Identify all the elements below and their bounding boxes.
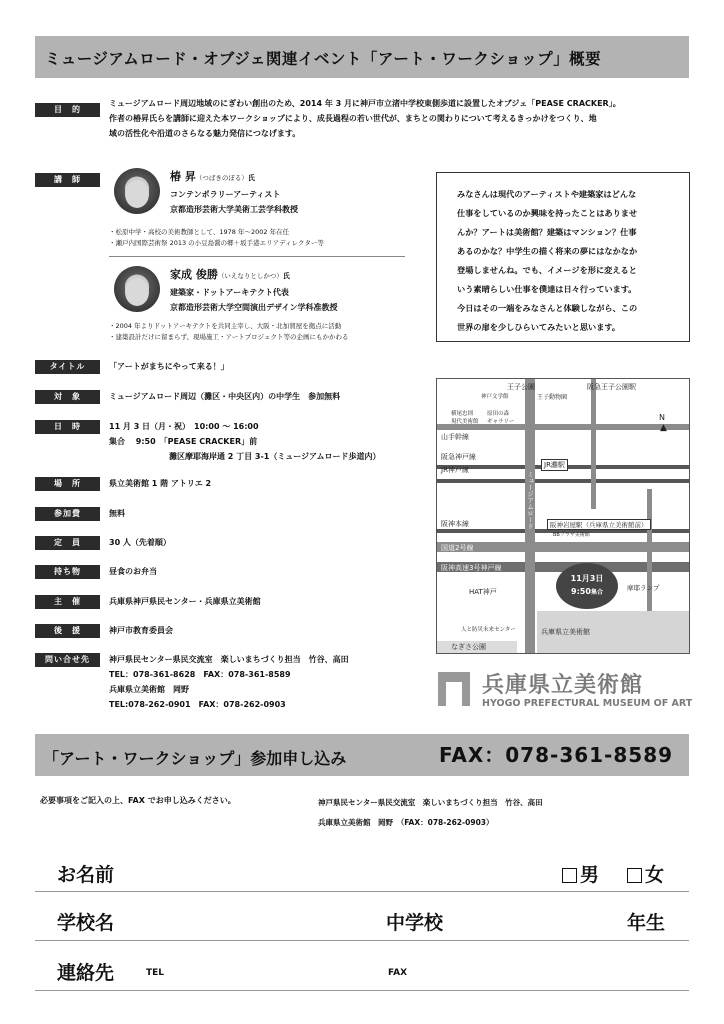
meeting-bubble bbox=[556, 563, 618, 609]
form-contact-label: 連絡先 bbox=[57, 962, 115, 984]
contact-label: 問い合せ先 bbox=[35, 653, 100, 667]
contact-line: TEL：078-361-8628 FAX：078-361-8589 bbox=[109, 670, 291, 679]
target-label: 対 象 bbox=[35, 390, 100, 404]
purpose-label: 目 的 bbox=[35, 103, 100, 117]
message-text: みなさんは現代のアーティストや建築家はどんな 仕事をしているのか興味を持ったことはありませ んか？アートは美術館？建築はマンション？仕事 あるのかな？中学生の描く将来の夢にはなかなか 登場しませんね。でも、イメージを形に変えると いう素晴らしい仕事を僕達は日々行っています。 今日はその一端をみなさんと体験しながら、この 世界の扉を少しひらいてみたいと思います。 bbox=[457, 189, 638, 332]
museum-logo bbox=[436, 668, 693, 712]
map-label: 阪急王子公園駅 bbox=[587, 383, 636, 391]
map-label: ミュージアムロード bbox=[526, 471, 534, 530]
purpose-line: 作者の椿昇氏らを講師に迎えた本ワークショップにより、成長過程の若い世代が、まちとの関わりについて考えるきっかけをつくり、地 bbox=[109, 114, 597, 123]
apply-title: 「アート・ワークショップ」参加申し込み bbox=[43, 749, 347, 768]
datetime-label: 日 時 bbox=[35, 420, 100, 434]
form-junior-high-label: 中学校 bbox=[386, 912, 444, 934]
lecturer1-suffix: 氏 bbox=[247, 174, 255, 182]
page-title: ミュージアムロード・オブジェ関連イベント「アート・ワークショップ」概要 bbox=[45, 50, 602, 68]
route2-road bbox=[437, 542, 690, 552]
support-value: 神戸市教育委員会 bbox=[109, 626, 173, 635]
fee-value: 無料 bbox=[109, 509, 125, 518]
form-name-label: お名前 bbox=[57, 864, 115, 886]
map-label: 原田の森 bbox=[487, 411, 510, 417]
map-label: 人と防災未来センター bbox=[461, 627, 516, 633]
title-value: 「アートがまちにやって来る！」 bbox=[109, 362, 229, 371]
map-label: 王子動物園 bbox=[537, 394, 568, 401]
bubble-suffix: 集合 bbox=[590, 589, 603, 596]
lecturer2-title2: 京都造形芸術大学空間演出デザイン学科准教授 bbox=[170, 303, 338, 312]
map-label: なぎさ公園 bbox=[451, 643, 486, 651]
lecturer1-titles bbox=[170, 187, 298, 217]
lecturer1-note: ・瀬戸内国際芸術祭 2013 の小豆島醤の郷＋坂手港エリアディレクター等 bbox=[109, 239, 324, 247]
male-checkbox[interactable] bbox=[562, 868, 577, 883]
place-label: 場 所 bbox=[35, 477, 100, 491]
access-map bbox=[436, 378, 690, 654]
bubble-time: 9:50 bbox=[571, 587, 591, 596]
datetime-line: 灘区摩耶海岸通 2 丁目 3-1（ミュージアムロード歩道内） bbox=[169, 452, 381, 461]
lecturer1-photo bbox=[114, 168, 160, 214]
lecturer1-title2: 京都造形芸術大学美術工芸学科教授 bbox=[170, 205, 298, 214]
lecturer2-name-row bbox=[170, 266, 290, 282]
apply-band bbox=[35, 734, 689, 776]
map-label: BBプラザ美術館 bbox=[553, 532, 590, 538]
lecturer1-notes bbox=[109, 227, 324, 249]
lecturer2-titles bbox=[170, 285, 337, 315]
message-box bbox=[436, 172, 690, 342]
north-label: N bbox=[659, 413, 665, 422]
contact-value bbox=[109, 652, 349, 712]
place-value: 県立美術館 1 階 アトリエ 2 bbox=[109, 479, 212, 488]
map-label: 王子公園 bbox=[507, 383, 535, 391]
bring-label: 持ち物 bbox=[35, 565, 100, 579]
map-label: 兵庫県立美術館 bbox=[541, 628, 590, 636]
form-line bbox=[35, 891, 689, 892]
host-label: 主 催 bbox=[35, 595, 100, 609]
bubble-date: 11月3日 bbox=[570, 574, 604, 583]
datetime-value bbox=[109, 419, 381, 464]
form-tel-label: TEL bbox=[146, 968, 165, 978]
map-label: JR神戸線 bbox=[441, 466, 469, 474]
target-value: ミュージアムロード周辺（灘区・中央区内）の中学生 参加無料 bbox=[109, 392, 341, 401]
lecturer1-title1: コンテンポラリーアーティスト bbox=[170, 190, 281, 199]
contact-line: TEL:078-262-0901 FAX：078-262-0903 bbox=[109, 700, 286, 709]
lecturer2-reading: （いえなりとしかつ） bbox=[217, 272, 283, 280]
north-arrow-icon: ▲ bbox=[660, 423, 667, 433]
jr-rail bbox=[437, 479, 690, 483]
lecturer1-reading: （つばきのぼる） bbox=[195, 174, 248, 182]
datetime-line: 集合 9:50 「PEASE CRACKER」前 bbox=[109, 437, 258, 446]
apply-note: 必要事項をご記入の上、FAX でお申し込みください。 bbox=[40, 796, 236, 805]
map-label: 摩耶ランプ bbox=[627, 584, 660, 592]
map-label: 山手幹線 bbox=[441, 433, 469, 441]
map-label: ギャラリー bbox=[487, 419, 515, 425]
apply-dest1: 神戸県民センター県民交流室 楽しいまちづくり担当 竹谷、高田 bbox=[318, 798, 543, 807]
purpose-text bbox=[109, 96, 621, 141]
map-label: 阪神本線 bbox=[441, 520, 469, 528]
lecturer2-name: 家成 俊勝 bbox=[170, 268, 218, 281]
purpose-line: 域の活性化や沿道のさらなる魅力発信につなげます。 bbox=[109, 129, 301, 138]
male-label: 男 bbox=[580, 864, 600, 886]
map-label: 横尾忠則 bbox=[451, 411, 474, 417]
gender-male[interactable] bbox=[562, 860, 599, 887]
form-fax-label: FAX bbox=[388, 968, 408, 978]
apply-fax: FAX：078-361-8589 bbox=[439, 743, 674, 767]
gender-female[interactable] bbox=[627, 860, 664, 887]
form-line bbox=[35, 990, 689, 991]
title-label: タイトル bbox=[35, 360, 100, 374]
map-label: HAT神戸 bbox=[469, 588, 497, 596]
map-label: 神戸文学館 bbox=[481, 394, 509, 400]
lecturer2-notes bbox=[109, 321, 348, 343]
form-line bbox=[35, 940, 689, 941]
form-grade-label: 年生 bbox=[627, 912, 666, 934]
lecturer2-note: ・2004 年よりドットアーキテクトを共同主宰し、大阪・北加賀屋を拠点に活動 bbox=[109, 322, 342, 330]
host-value: 兵庫県神戸県民センター・兵庫県立美術館 bbox=[109, 597, 261, 606]
purpose-line: ミュージアムロード周辺地域のにぎわい創出のため、2014 年 3 月に神戸市立渚中学校東側歩道に設置したオブジェ「PEASE CRACKER」。 bbox=[109, 99, 621, 108]
lecturer1-name-row bbox=[170, 168, 255, 184]
lecturer2-suffix: 氏 bbox=[282, 272, 290, 280]
contact-line: 神戸県民センター県民交流室 楽しいまちづくり担当 竹谷、高田 bbox=[109, 655, 349, 664]
lecturer2-title1: 建築家・ドットアーキテクト代表 bbox=[170, 288, 289, 297]
contact-line: 兵庫県立美術館 岡野 bbox=[109, 685, 189, 694]
logo-jp: 兵庫県立美術館 bbox=[482, 673, 644, 698]
form-school-label: 学校名 bbox=[57, 912, 115, 934]
capacity-value: 30 人（先着順） bbox=[109, 538, 171, 547]
support-label: 後 援 bbox=[35, 624, 100, 638]
datetime-line: 11 月 3 日（月・祝） 10:00 ～ 16:00 bbox=[109, 422, 259, 431]
map-label: 国道2号線 bbox=[441, 544, 474, 552]
lecturer-label: 講 師 bbox=[35, 173, 100, 187]
map-label: 現代美術館 bbox=[451, 419, 479, 425]
map-label: 阪急神戸線 bbox=[441, 453, 476, 461]
lecturer2-note: ・建築設計だけに留まらず、現場施工・アートプロジェクト等の企画にもかかわる bbox=[109, 333, 349, 341]
female-label: 女 bbox=[645, 864, 665, 886]
female-checkbox[interactable] bbox=[627, 868, 642, 883]
lecturer-divider bbox=[109, 256, 405, 257]
lecturer1-name: 椿 昇 bbox=[170, 170, 196, 183]
header-band bbox=[35, 36, 689, 78]
side-road bbox=[591, 379, 596, 509]
fee-label: 参加費 bbox=[35, 507, 100, 521]
map-label: 阪神高速3号神戸線 bbox=[441, 564, 502, 572]
map-label: JR灘駅 bbox=[541, 459, 568, 471]
apply-dest2: 兵庫県立美術館 岡野 （FAX：078-262-0903） bbox=[318, 818, 494, 827]
map-label: 阪神岩屋駅（兵庫県立美術館前） bbox=[547, 519, 651, 530]
capacity-label: 定 員 bbox=[35, 536, 100, 550]
logo-mark-icon bbox=[438, 672, 470, 706]
bring-value: 昼食のお弁当 bbox=[109, 567, 157, 576]
lecturer1-note: ・松原中学・高校の美術教師として、1978 年～2002 年在任 bbox=[109, 228, 290, 236]
lecturer2-photo bbox=[114, 266, 160, 312]
logo-en: HYOGO PREFECTURAL MUSEUM OF ART bbox=[482, 698, 693, 709]
